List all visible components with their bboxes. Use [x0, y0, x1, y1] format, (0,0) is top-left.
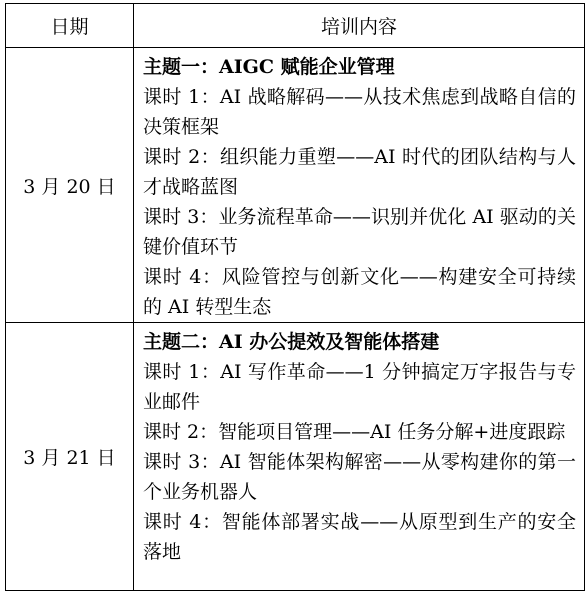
table-row — [6, 323, 585, 591]
date-cell: 3 月 20 日 — [6, 48, 134, 323]
content-column-header: 培训内容 — [134, 4, 585, 48]
lesson-item: 课时 4：智能体部署实战——从原型到生产的安全落地 — [143, 511, 576, 563]
lesson-item: 课时 3：AI 智能体架构解密——从零构建你的第一个业务机器人 — [143, 451, 576, 503]
table-header-row — [6, 4, 585, 48]
lesson-item: 课时 1：AI 战略解码——从技术焦虑到战略自信的决策框架 — [143, 86, 576, 138]
topic-title: 主题一：AIGC 赋能企业管理 — [143, 56, 395, 78]
content-cell — [134, 323, 585, 591]
lesson-item: 课时 3：业务流程革命——识别并优化 AI 驱动的关键价值环节 — [143, 206, 576, 258]
training-schedule-table — [5, 3, 585, 591]
lesson-item: 课时 4：风险管控与创新文化——构建安全可持续的 AI 转型生态 — [143, 266, 576, 318]
date-cell: 3 月 21 日 — [6, 323, 134, 591]
date-column-header: 日期 — [6, 4, 134, 48]
lesson-item: 课时 2：智能项目管理——AI 任务分解+进度跟踪 — [143, 421, 566, 443]
table-row — [6, 48, 585, 323]
lesson-item: 课时 1：AI 写作革命——1 分钟搞定万字报告与专业邮件 — [143, 361, 576, 413]
topic-title: 主题二：AI 办公提效及智能体搭建 — [143, 331, 440, 353]
lesson-item: 课时 2：组织能力重塑——AI 时代的团队结构与人才战略蓝图 — [143, 146, 576, 198]
content-cell — [134, 48, 585, 323]
